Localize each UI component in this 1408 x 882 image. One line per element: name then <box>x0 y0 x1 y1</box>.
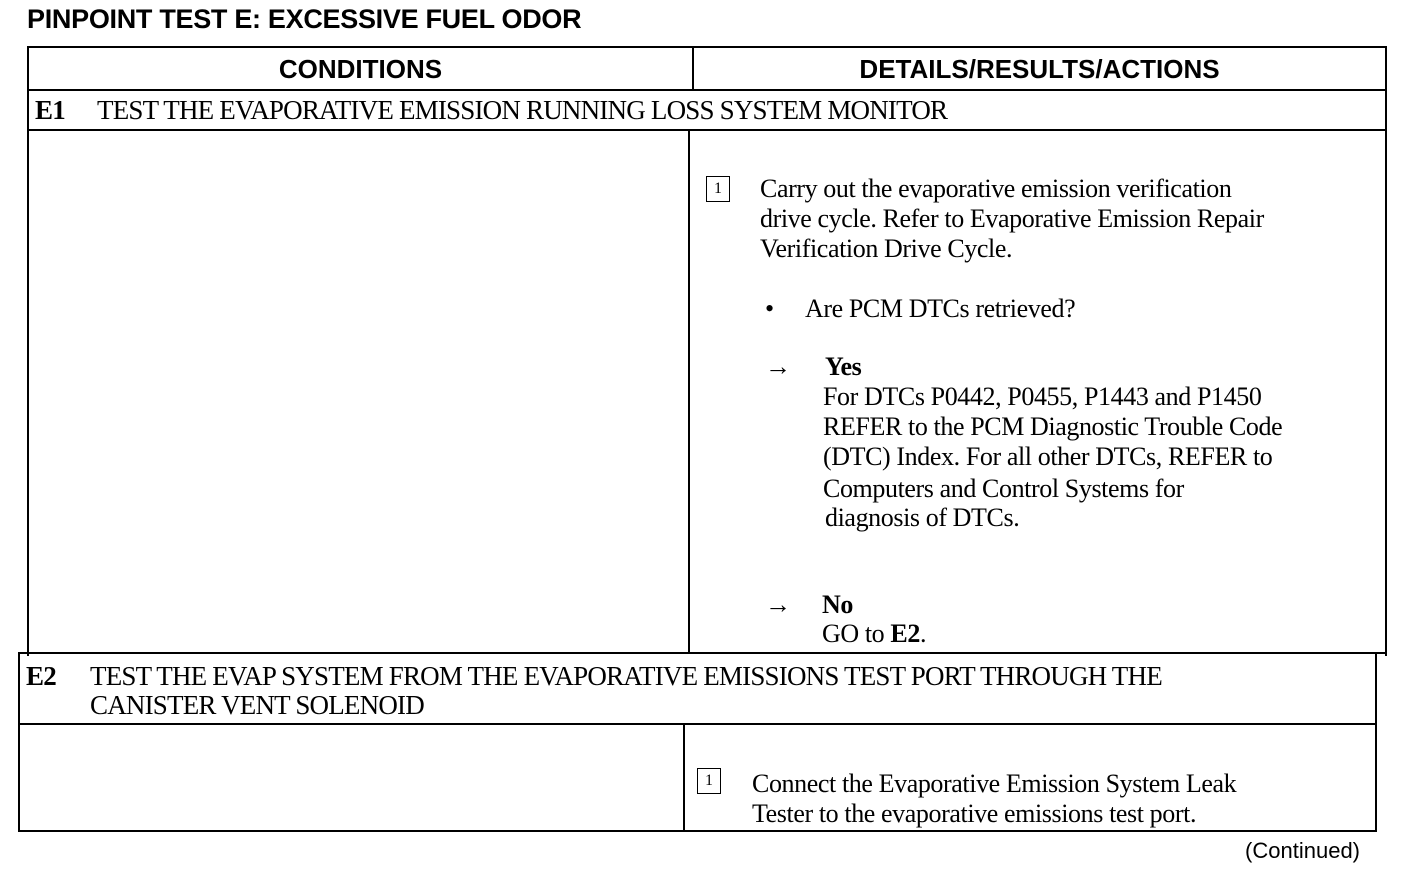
table-left-border <box>27 46 29 656</box>
header-bottom-border <box>27 89 1387 91</box>
e1-no-label: No <box>822 590 853 619</box>
column-divider-e1 <box>688 129 690 654</box>
e1-step-line-3: Verification Drive Cycle. <box>760 234 1013 263</box>
e2-step-number-box: 1 <box>697 768 721 794</box>
e1-code: E1 <box>35 95 65 125</box>
e1-bottom-border <box>18 652 1387 654</box>
e1-yes-label: Yes <box>825 352 862 381</box>
table-left-border-e2 <box>18 652 20 832</box>
table-right-border <box>1385 46 1387 656</box>
e1-yes-line-3: (DTC) Index. For all other DTCs, REFER to <box>823 442 1273 471</box>
e1-no-action <box>822 619 926 649</box>
e1-no-target: E2 <box>890 619 920 648</box>
arrow-right-icon: → <box>765 590 791 619</box>
e2-step-line-2: Tester to the evaporative emissions test port. <box>752 799 1197 828</box>
e1-step-line-1: Carry out the evaporative emission verification <box>760 174 1232 203</box>
e1-step-number-box: 1 <box>706 176 730 202</box>
e2-code: E2 <box>26 661 56 691</box>
column-divider-e2 <box>683 723 685 832</box>
e2-heading-bottom-border <box>18 723 1377 725</box>
page-title: PINPOINT TEST E: EXCESSIVE FUEL ODOR <box>27 4 582 34</box>
e1-question: Are PCM DTCs retrieved? <box>805 294 1076 323</box>
e1-heading-text: TEST THE EVAPORATIVE EMISSION RUNNING LOSS SYSTEM MONITOR <box>97 95 948 125</box>
e1-yes-line-4: Computers and Control Systems for <box>823 474 1184 503</box>
details-header: DETAILS/RESULTS/ACTIONS <box>859 54 1220 84</box>
e1-yes-line-5: diagnosis of DTCs. <box>825 503 1020 532</box>
conditions-header: CONDITIONS <box>278 54 443 84</box>
e1-no-text: GO to <box>822 619 891 648</box>
table-top-border <box>27 46 1387 48</box>
e1-heading-bottom-border <box>27 129 1387 131</box>
table-bottom-border <box>18 830 1377 832</box>
arrow-right-icon: → <box>765 352 791 381</box>
e2-heading-line-2: CANISTER VENT SOLENOID <box>90 690 424 720</box>
table-right-border-e2 <box>1375 652 1377 832</box>
e1-yes-line-1: For DTCs P0442, P0455, P1443 and P1450 <box>823 382 1262 411</box>
continued-note: (Continued) <box>1245 838 1360 863</box>
e1-yes-line-2: REFER to the PCM Diagnostic Trouble Code <box>823 412 1283 441</box>
e2-heading-line-1: TEST THE EVAP SYSTEM FROM THE EVAPORATIVE EMISSIONS TEST PORT THROUGH THE <box>90 661 1162 691</box>
e1-no-end: . <box>919 619 927 648</box>
e2-step-line-1: Connect the Evaporative Emission System Leak <box>752 769 1237 798</box>
e1-step-line-2: drive cycle. Refer to Evaporative Emission Repair <box>760 204 1264 233</box>
bullet-icon: • <box>765 294 775 323</box>
